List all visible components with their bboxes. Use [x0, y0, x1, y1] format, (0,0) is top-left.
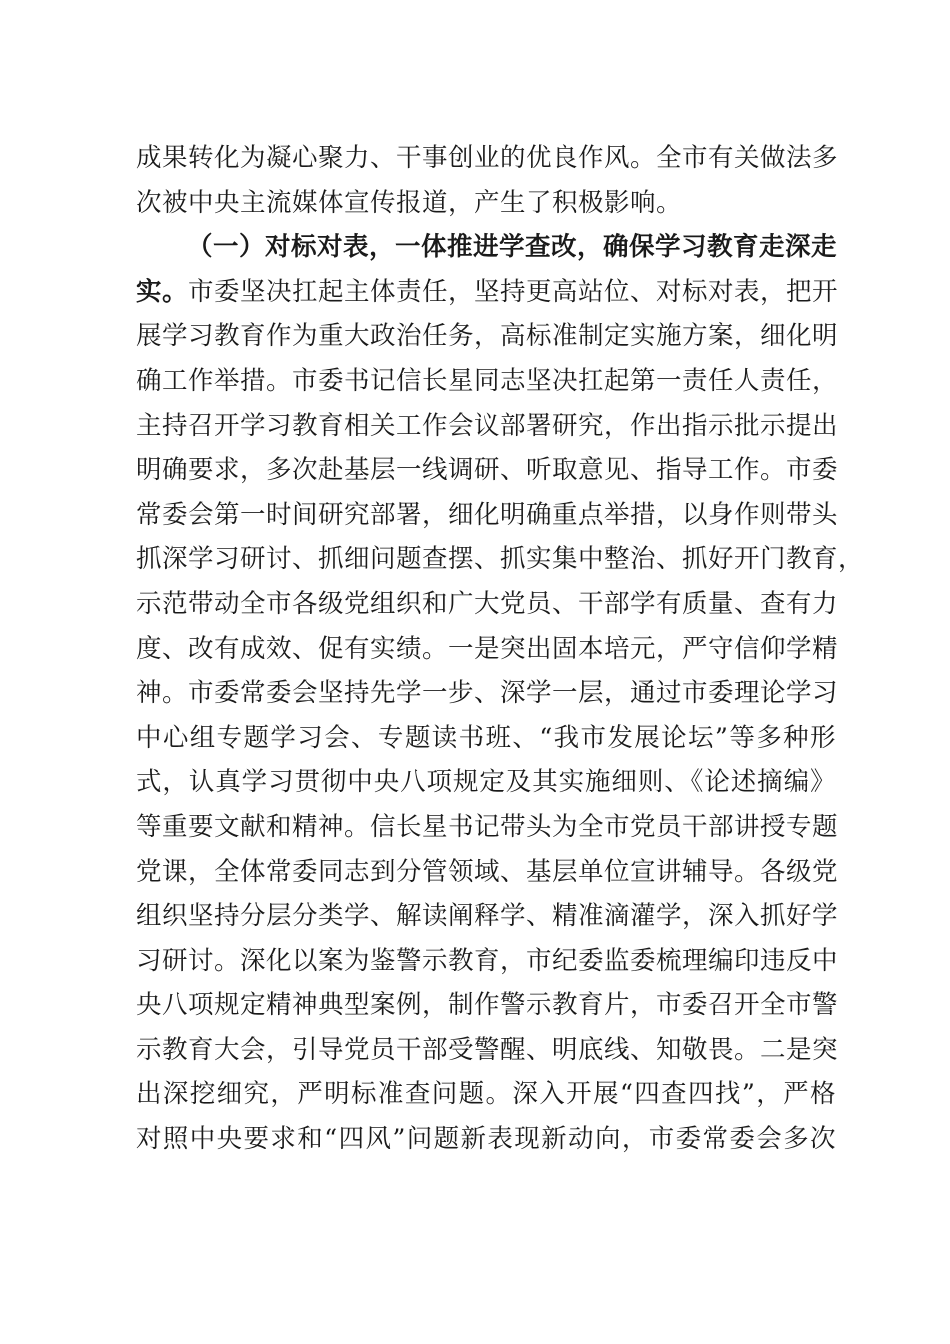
body-text: [136, 136, 865, 1162]
text-line: 神。市委常委会坚持先学一步、深学一层，通过市委理论学习: [136, 678, 839, 709]
text-line: 习研讨。深化以案为鉴警示教育，市纪委监委梳理编印违反中: [136, 945, 839, 976]
section-heading-end: 实。: [136, 276, 189, 307]
section-heading: （一）对标对表，一体推进学查改，确保学习教育走深走: [187, 232, 838, 263]
text-line: 成果转化为凝心聚力、干事创业的优良作风。全市有关做法多: [136, 143, 839, 173]
text-line: 抓深学习研讨、抓细问题查摆、抓实集中整治、抓好开门教育，: [136, 544, 865, 575]
text-line: [136, 270, 839, 315]
text-line: 式，认真学习贯彻中央八项规定及其实施细则、《论述摘编》: [136, 767, 836, 798]
text-line: 对照中央要求和“四风”问题新表现新动向，市委常委会多次: [136, 1124, 836, 1155]
text-line: 示教育大会，引导党员干部受警醒、明底线、知敬畏。二是突: [136, 1034, 839, 1065]
text-segment: 市委坚决扛起主体责任，坚持更高站位、对标对表，把开: [188, 276, 839, 307]
text-line: 出深挖细究，严明标准查问题。深入开展“四查四找”，严格: [136, 1079, 836, 1110]
text-line: 示范带动全市各级党组织和广大党员、干部学有质量、查有力: [136, 588, 839, 619]
text-line: 常委会第一时间研究部署，细化明确重点举措，以身作则带头: [136, 499, 839, 530]
text-line: 主持召开学习教育相关工作会议部署研究，作出指示批示提出: [136, 410, 839, 441]
text-line: 次被中央主流媒体宣传报道，产生了积极影响。: [136, 187, 683, 218]
text-line: 中心组专题学习会、专题读书班、“我市发展论坛”等多种形: [136, 722, 836, 753]
text-line: 明确要求，多次赴基层一线调研、听取意见、指导工作。市委: [136, 455, 839, 486]
text-line: 度、改有成效、促有实绩。一是突出固本培元，严守信仰学精: [136, 633, 839, 664]
text-line: 组织坚持分层分类学、解读阐释学、精准滴灌学，深入抓好学: [136, 901, 839, 932]
text-line: 展学习教育作为重大政治任务，高标准制定实施方案，细化明: [136, 321, 839, 352]
text-line: 党课，全体常委同志到分管领域、基层单位宣讲辅导。各级党: [136, 856, 839, 887]
text-line: 等重要文献和精神。信长星书记带头为全市党员干部讲授专题: [136, 811, 839, 842]
section-heading-line: [136, 225, 836, 270]
text-line: 确工作举措。市委书记信长星同志坚决扛起第一责任人责任，: [136, 365, 839, 396]
text-line: 央八项规定精神典型案例，制作警示教育片，市委召开全市警: [136, 990, 839, 1021]
